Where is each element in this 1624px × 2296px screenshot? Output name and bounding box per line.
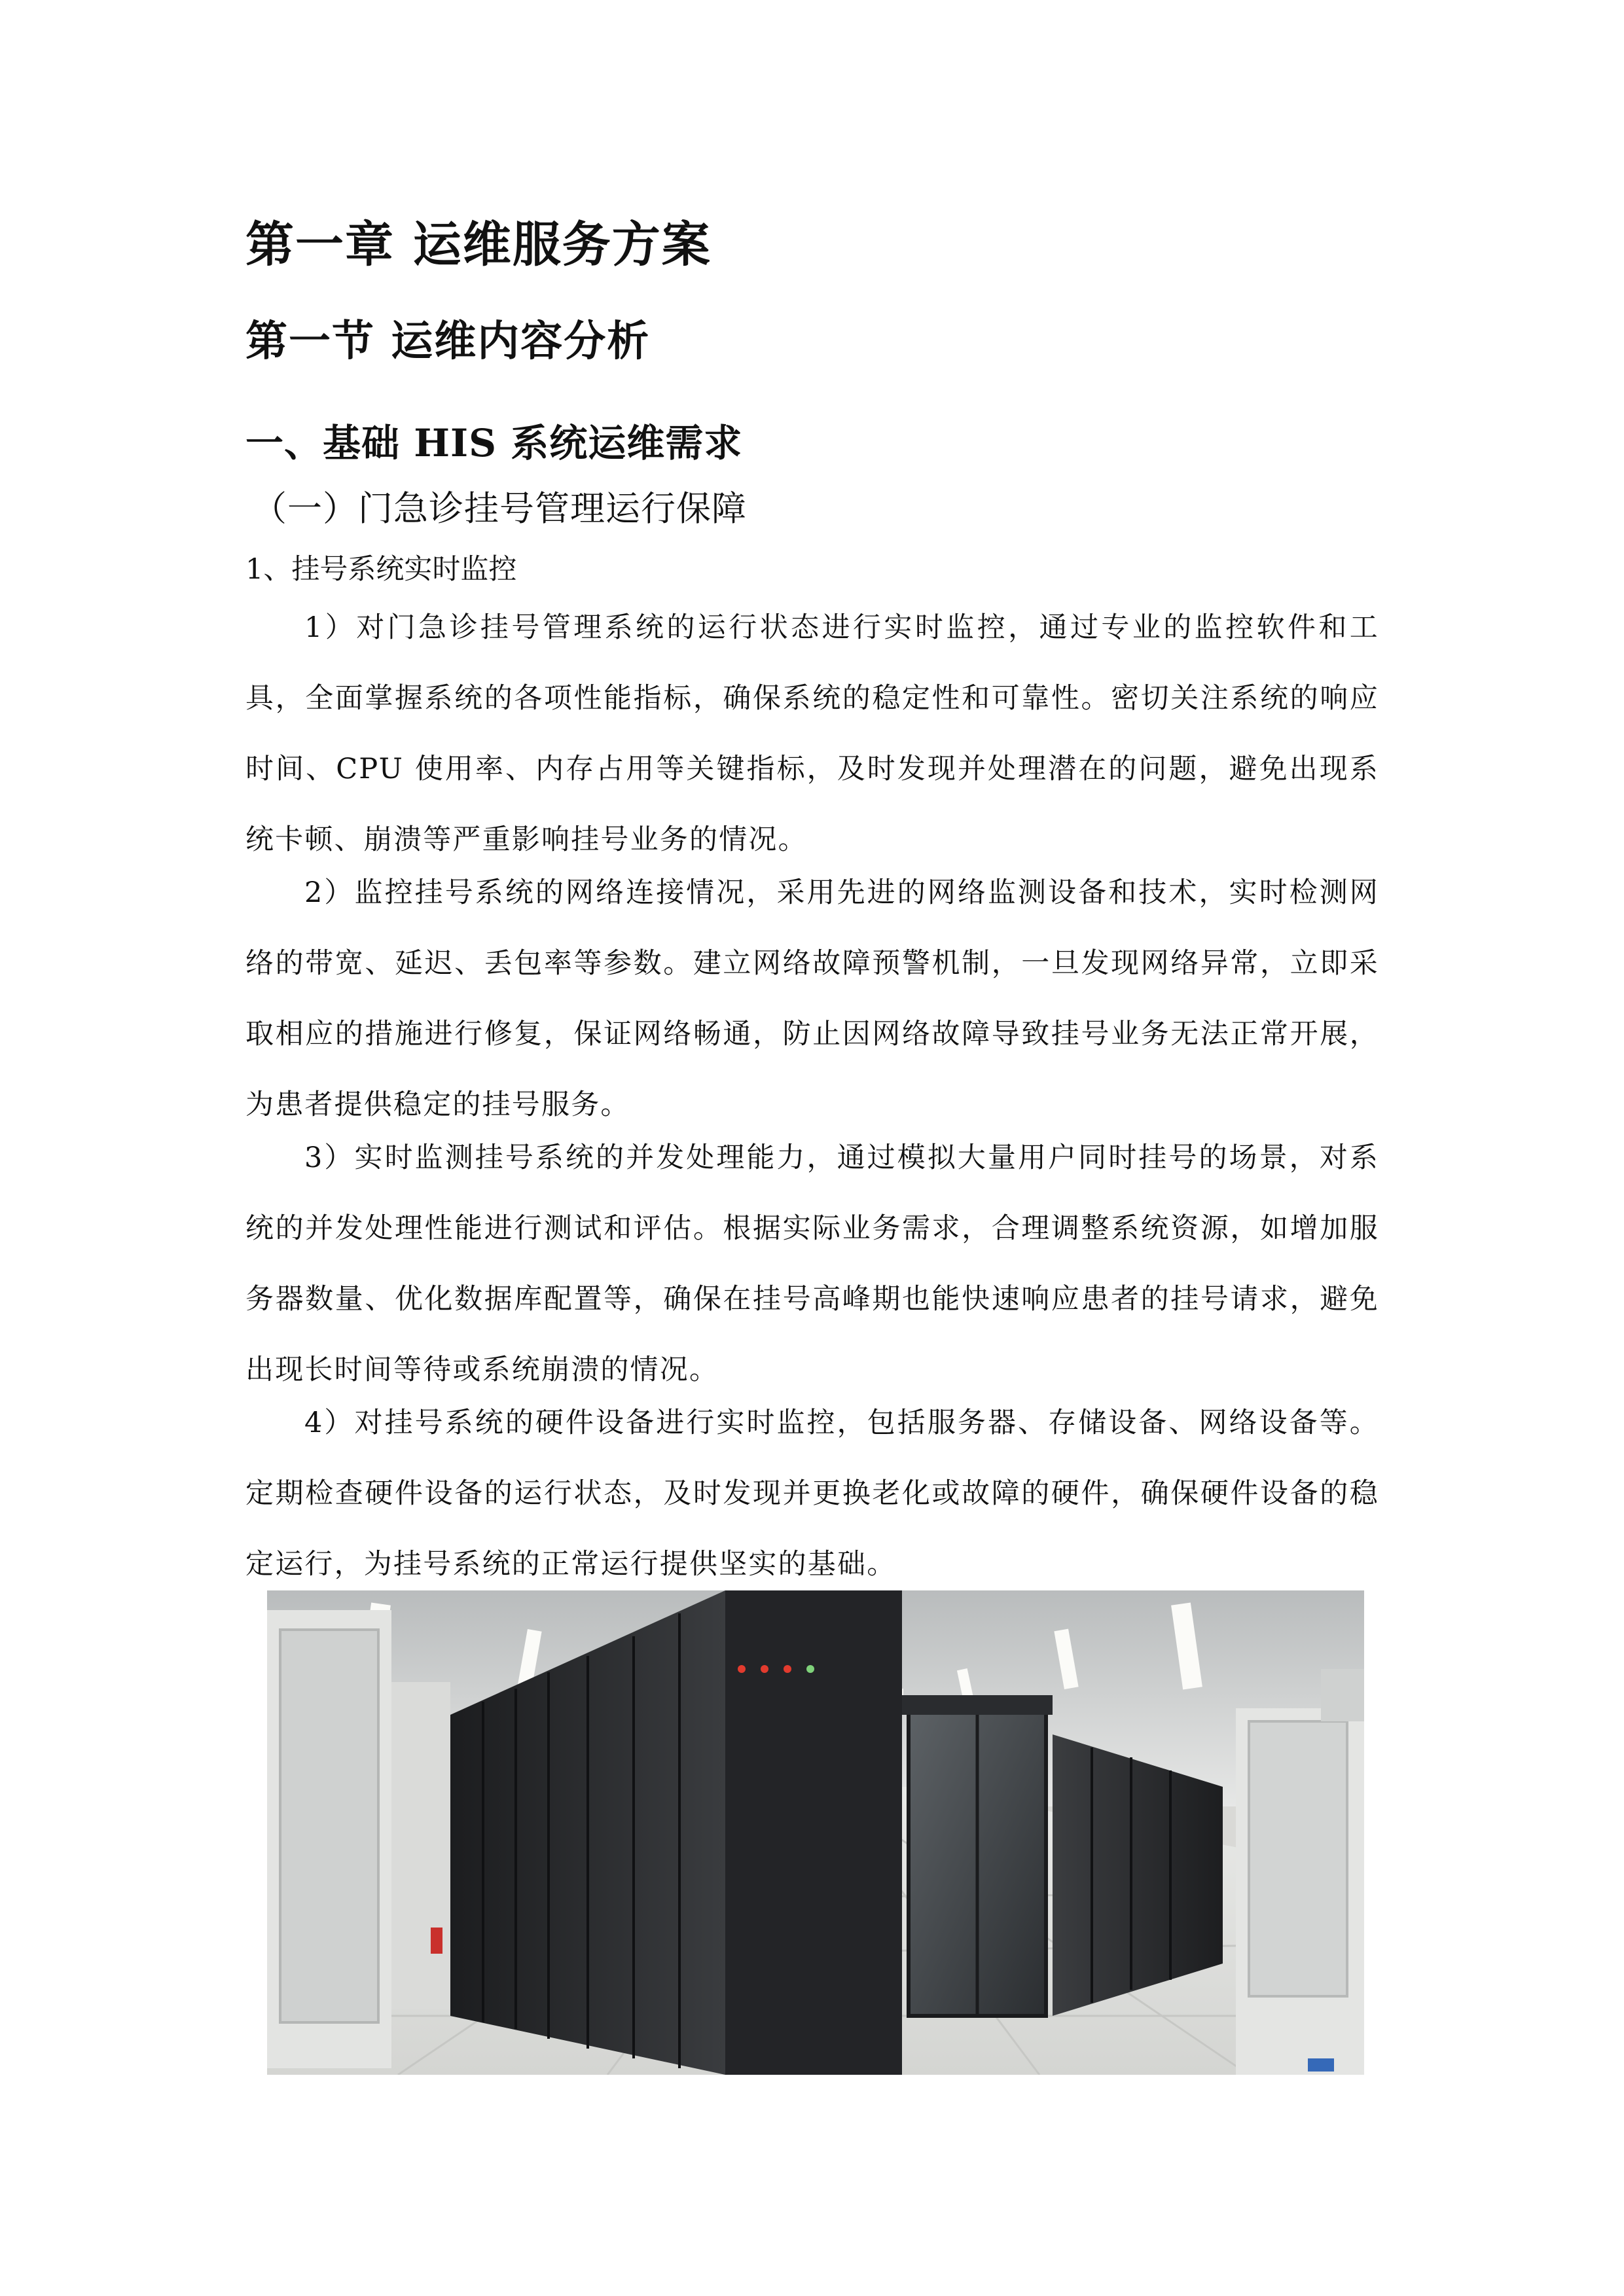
sub-subsection-title: （一）门急诊挂号管理运行保障 — [252, 489, 747, 529]
subsection-title: 一、基础 HIS 系统运维需求 — [245, 421, 743, 465]
item-title: 1、挂号系统实时监控 — [245, 553, 517, 586]
chapter-title: 第一章 运维服务方案 — [245, 217, 712, 273]
server-room-photo — [267, 1590, 1364, 2075]
paragraph: 2）监控挂号系统的网络连接情况，采用先进的网络监测设备和技术，实时检测网络的带宽、延迟、丢包率等参数。建立网络故障预警机制，一旦发现网络异常，立即采取相应的措施进行修复，保证网络畅通，防止因网络故障导致挂号业务无法正常开展，为患者提供稳定的挂号服务。 — [245, 876, 1379, 1121]
paragraph: 1）对门急诊挂号管理系统的运行状态进行实时监控，通过专业的监控软件和工具，全面掌握系统的各项性能指标，确保系统的稳定性和可靠性。密切关注系统的响应时间、CPU 使用率、内存占用等关键指标，及时发现并处理潜在的问题，避免出现系统卡顿、崩溃等严重影响挂号业务的情况。 — [245, 611, 1379, 856]
paragraph: 3）实时监测挂号系统的并发处理能力，通过模拟大量用户同时挂号的场景，对系统的并发处理性能进行测试和评估。根据实际业务需求，合理调整系统资源，如增加服务器数量、优化数据库配置等，确保在挂号高峰期也能快速响应患者的挂号请求，避免出现长时间等待或系统崩溃的情况。 — [245, 1141, 1379, 1386]
paragraph: 4）对挂号系统的硬件设备进行实时监控，包括服务器、存储设备、网络设备等。定期检查硬件设备的运行状态，及时发现并更换老化或故障的硬件，确保硬件设备的稳定运行，为挂号系统的正常运行提供坚实的基础。 — [245, 1407, 1379, 1581]
section-title: 第一节 运维内容分析 — [245, 317, 651, 366]
server-room-illustration — [267, 1590, 1364, 2075]
